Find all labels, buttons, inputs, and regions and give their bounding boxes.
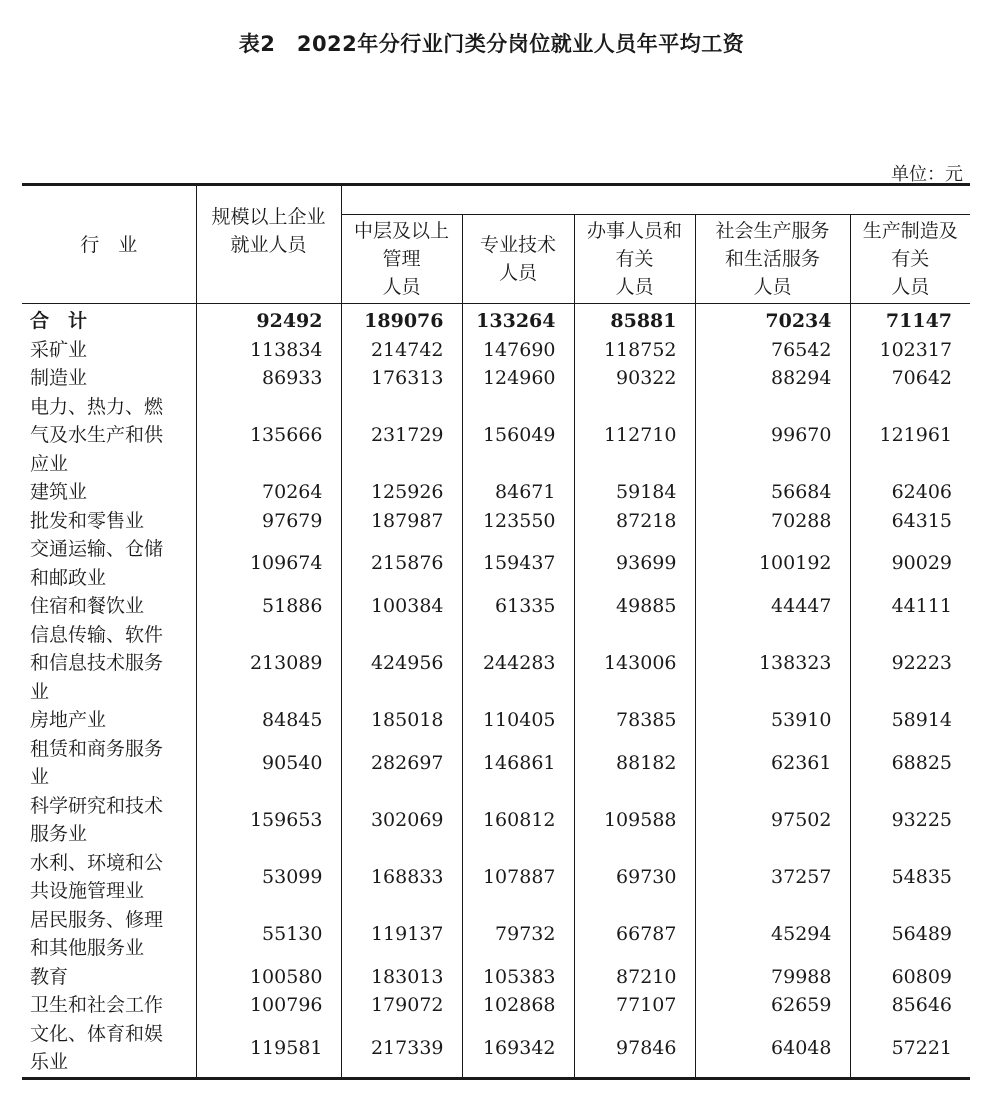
industry-name-line: 建筑业 (30, 481, 88, 503)
value-cell: 68825 (850, 735, 970, 792)
value-cell: 138323 (695, 621, 850, 707)
value-cell: 113834 (196, 336, 341, 365)
value-cell: 85881 (574, 304, 695, 336)
industry-name (22, 393, 196, 479)
table-row (22, 592, 970, 621)
value-cell: 100384 (341, 592, 462, 621)
value-cell: 84671 (462, 478, 574, 507)
value-cell: 168833 (341, 849, 462, 906)
value-cell: 217339 (341, 1020, 462, 1079)
industry-name-line: 批发和零售业 (30, 509, 145, 532)
industry-name-line: 和邮政业 (30, 566, 107, 589)
value-cell: 213089 (196, 621, 341, 707)
value-cell: 159437 (462, 535, 574, 592)
value-cell: 215876 (341, 535, 462, 592)
total-row (22, 304, 970, 336)
value-cell: 231729 (341, 393, 462, 479)
value-cell: 64315 (850, 507, 970, 536)
table-row (22, 735, 970, 792)
value-cell: 169342 (462, 1020, 574, 1079)
value-cell: 187987 (341, 507, 462, 536)
value-cell: 123550 (462, 507, 574, 536)
table-row (22, 478, 970, 507)
table-header (22, 185, 970, 304)
industry-name (22, 706, 196, 735)
value-cell: 183013 (341, 963, 462, 992)
value-cell: 133264 (462, 304, 574, 336)
value-cell: 179072 (341, 991, 462, 1020)
value-cell: 102868 (462, 991, 574, 1020)
industry-name (22, 963, 196, 992)
value-cell: 109674 (196, 535, 341, 592)
value-cell: 70234 (695, 304, 850, 336)
value-cell: 84845 (196, 706, 341, 735)
value-cell: 51886 (196, 592, 341, 621)
industry-name (22, 592, 196, 621)
value-cell: 92223 (850, 621, 970, 707)
value-cell: 143006 (574, 621, 695, 707)
industry-name-line: 科学研究和技术 (30, 794, 164, 817)
industry-name-line: 住宿和餐饮业 (30, 595, 145, 617)
industry-name-line: 教育 (30, 965, 69, 988)
industry-name (22, 478, 196, 507)
industry-name-line: 水利、环境和公 (30, 851, 164, 874)
header-col-line: 人员 (382, 276, 421, 298)
header-col-line: 人员 (753, 276, 792, 298)
value-cell: 77107 (574, 991, 695, 1020)
industry-name-line: 共设施管理业 (30, 880, 145, 902)
industry-name-line: 业 (30, 680, 50, 703)
value-cell: 60809 (850, 963, 970, 992)
header-col-line: 中层及以上 (353, 220, 449, 242)
value-cell: 100580 (196, 963, 341, 992)
industry-name (22, 535, 196, 592)
header-col-line: 有关 (891, 248, 930, 270)
value-cell: 78385 (574, 706, 695, 735)
value-cell: 93225 (850, 792, 970, 849)
header-col-line: 和生活服务 (724, 248, 820, 270)
value-cell: 112710 (574, 393, 695, 479)
industry-name (22, 336, 196, 365)
industry-name (22, 849, 196, 906)
value-cell: 302069 (341, 792, 462, 849)
header-col-line: 人员 (498, 262, 537, 284)
table-row (22, 1020, 970, 1079)
value-cell: 125926 (341, 478, 462, 507)
header-col-line: 社会生产服务 (715, 220, 830, 242)
value-cell: 118752 (574, 336, 695, 365)
industry-name-line: 采矿业 (30, 338, 88, 361)
value-cell: 424956 (341, 621, 462, 707)
value-cell: 99670 (695, 393, 850, 479)
header-col-line: 生产制造及 (862, 220, 958, 242)
value-cell: 66787 (574, 906, 695, 963)
wage-table (22, 183, 970, 1080)
value-cell: 70288 (695, 507, 850, 536)
value-cell: 49885 (574, 592, 695, 621)
header-col-line: 人员 (891, 276, 930, 298)
value-cell: 44111 (850, 592, 970, 621)
header-col-line: 有关 (615, 248, 654, 270)
value-cell: 214742 (341, 336, 462, 365)
value-cell: 90029 (850, 535, 970, 592)
table-row (22, 792, 970, 849)
value-cell: 61335 (462, 592, 574, 621)
value-cell: 185018 (341, 706, 462, 735)
value-cell: 87210 (574, 963, 695, 992)
value-cell: 110405 (462, 706, 574, 735)
value-cell: 79988 (695, 963, 850, 992)
table-body (22, 304, 970, 1079)
value-cell: 71147 (850, 304, 970, 336)
industry-name-line: 文化、体育和娱 (30, 1022, 164, 1045)
value-cell: 62659 (695, 991, 850, 1020)
value-cell: 100796 (196, 991, 341, 1020)
value-cell: 58914 (850, 706, 970, 735)
table-row (22, 906, 970, 963)
table-row (22, 963, 970, 992)
value-cell: 105383 (462, 963, 574, 992)
industry-name-line: 租赁和商务服务 (30, 737, 164, 760)
table-row (22, 393, 970, 479)
industry-name (22, 621, 196, 707)
industry-name-line: 气及水生产和供 (30, 424, 164, 446)
value-cell: 55130 (196, 906, 341, 963)
unit-label: 单位：元 (891, 164, 963, 185)
value-cell: 87218 (574, 507, 695, 536)
table-row (22, 706, 970, 735)
table-row (22, 336, 970, 365)
table-row (22, 621, 970, 707)
header-total-line: 就业人员 (230, 233, 307, 256)
value-cell: 57221 (850, 1020, 970, 1079)
table-row (22, 364, 970, 393)
table-row (22, 507, 970, 536)
industry-name-line: 合 计 (30, 310, 88, 332)
value-cell: 90540 (196, 735, 341, 792)
value-cell: 44447 (695, 592, 850, 621)
industry-name (22, 792, 196, 849)
industry-name (22, 507, 196, 536)
value-cell: 244283 (462, 621, 574, 707)
value-cell: 79732 (462, 906, 574, 963)
value-cell: 88182 (574, 735, 695, 792)
value-cell: 90322 (574, 364, 695, 393)
header-col-3 (462, 215, 574, 304)
value-cell: 107887 (462, 849, 574, 906)
value-cell: 146861 (462, 735, 574, 792)
value-cell: 97679 (196, 507, 341, 536)
value-cell: 53099 (196, 849, 341, 906)
industry-name-line: 和信息技术服务 (30, 652, 164, 674)
value-cell: 45294 (695, 906, 850, 963)
industry-name-line: 信息传输、软件 (30, 623, 164, 646)
value-cell: 92492 (196, 304, 341, 336)
header-col-line: 专业技术 (479, 234, 556, 256)
industry-name (22, 991, 196, 1020)
header-col-2 (341, 215, 462, 304)
value-cell: 88294 (695, 364, 850, 393)
industry-name-line: 服务业 (30, 823, 88, 845)
header-col-4 (574, 215, 695, 304)
header-total (196, 185, 341, 304)
value-cell: 64048 (695, 1020, 850, 1079)
value-cell: 119137 (341, 906, 462, 963)
value-cell: 119581 (196, 1020, 341, 1079)
industry-name (22, 304, 196, 336)
industry-name (22, 735, 196, 792)
value-cell: 97502 (695, 792, 850, 849)
value-cell: 54835 (850, 849, 970, 906)
value-cell: 282697 (341, 735, 462, 792)
industry-name (22, 906, 196, 963)
value-cell: 176313 (341, 364, 462, 393)
header-industry: 行 业 (22, 185, 196, 304)
industry-name-line: 房地产业 (30, 709, 107, 731)
value-cell: 86933 (196, 364, 341, 393)
header-col-line: 管理 (382, 248, 421, 270)
value-cell: 69730 (574, 849, 695, 906)
value-cell: 159653 (196, 792, 341, 849)
value-cell: 93699 (574, 535, 695, 592)
value-cell: 109588 (574, 792, 695, 849)
value-cell: 135666 (196, 393, 341, 479)
value-cell: 121961 (850, 393, 970, 479)
value-cell: 53910 (695, 706, 850, 735)
value-cell: 76542 (695, 336, 850, 365)
header-col-5 (695, 215, 850, 304)
value-cell: 85646 (850, 991, 970, 1020)
value-cell: 62361 (695, 735, 850, 792)
value-cell: 56489 (850, 906, 970, 963)
industry-name-line: 卫生和社会工作 (30, 994, 164, 1016)
industry-name (22, 1020, 196, 1079)
header-col-line: 办事人员和 (586, 220, 682, 242)
industry-name-line: 交通运输、仓储 (30, 538, 164, 560)
value-cell: 100192 (695, 535, 850, 592)
header-spacer (341, 185, 970, 215)
industry-name-line: 制造业 (30, 367, 88, 389)
value-cell: 160812 (462, 792, 574, 849)
industry-name-line: 电力、热力、燃 (30, 395, 164, 418)
value-cell: 147690 (462, 336, 574, 365)
table-title: 表2 2022年分行业门类分岗位就业人员年平均工资 (238, 32, 745, 56)
value-cell: 56684 (695, 478, 850, 507)
value-cell: 124960 (462, 364, 574, 393)
value-cell: 189076 (341, 304, 462, 336)
table-row (22, 991, 970, 1020)
value-cell: 37257 (695, 849, 850, 906)
header-col-line: 人员 (615, 276, 654, 298)
header-col-6 (850, 215, 970, 304)
value-cell: 156049 (462, 393, 574, 479)
industry-name (22, 364, 196, 393)
industry-name-line: 业 (30, 766, 50, 788)
industry-name-line: 应业 (30, 452, 69, 475)
value-cell: 102317 (850, 336, 970, 365)
table-row (22, 849, 970, 906)
industry-name-line: 居民服务、修理 (30, 908, 164, 931)
value-cell: 59184 (574, 478, 695, 507)
value-cell: 97846 (574, 1020, 695, 1079)
table-row (22, 535, 970, 592)
value-cell: 70264 (196, 478, 341, 507)
value-cell: 70642 (850, 364, 970, 393)
industry-name-line: 乐业 (30, 1051, 69, 1073)
value-cell: 62406 (850, 478, 970, 507)
industry-name-line: 和其他服务业 (30, 937, 145, 959)
header-total-line: 规模以上企业 (211, 205, 326, 228)
